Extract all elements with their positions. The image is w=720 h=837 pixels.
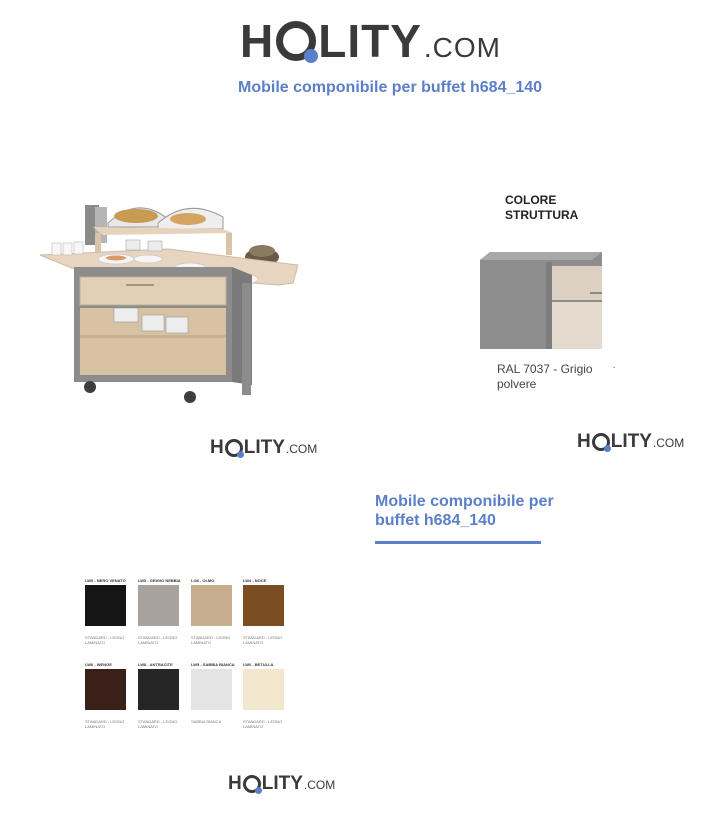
finish-name: LW5 - GRIGIO NEBBIA: [138, 578, 181, 583]
finish-swatch: [85, 662, 131, 729]
divider: [613, 367, 615, 368]
holity-logo-small[interactable]: [210, 437, 317, 459]
finish-desc: STANDARD - LEGNO LAMINATO: [85, 719, 125, 729]
finish-chip: [191, 669, 232, 710]
logo-ring-icon: [592, 433, 610, 451]
product-image: [38, 195, 303, 410]
logo-letters: LITY: [261, 773, 303, 794]
logo-letter: H: [240, 15, 275, 67]
finish-name: LW0 - BETULLA: [243, 662, 274, 667]
finish-swatch: [191, 578, 237, 645]
finish-name: LW0 - NERO VENATO: [85, 578, 126, 583]
logo-letter: H: [210, 437, 224, 458]
logo-suffix: .COM: [423, 32, 502, 63]
product-bread: [114, 209, 158, 223]
logo-ring-icon: [276, 21, 316, 61]
product-leg: [242, 283, 251, 395]
finish-name: LW4 - NOCE: [243, 578, 267, 583]
finish-chip: [85, 669, 126, 710]
logo-letter: H: [577, 431, 591, 452]
logo-ring-icon: [243, 775, 261, 793]
finish-swatch: [191, 662, 237, 724]
holity-logo[interactable]: [240, 14, 501, 68]
product-title-secondary: Mobile componibile per buffet h684_140: [375, 493, 554, 529]
structure-color-swatch: [480, 252, 602, 349]
logo-suffix: .COM: [652, 436, 685, 450]
finish-chip: [191, 585, 232, 626]
holity-logo-small[interactable]: [228, 773, 335, 795]
logo-letter: H: [228, 773, 242, 794]
product-drawer: [80, 277, 226, 305]
finish-chip: [243, 669, 284, 710]
finish-swatch: [138, 578, 184, 645]
finish-desc: STANDARD - LEGNO LAMINATO: [191, 635, 231, 645]
finish-swatch: [243, 578, 289, 645]
finish-name: LW5 - SABBIA BIANCA: [191, 662, 235, 667]
logo-suffix: .COM: [285, 442, 318, 456]
finish-desc: SABBIA BIANCA: [191, 719, 222, 724]
finish-chip: [243, 585, 284, 626]
title-underline: [375, 541, 541, 544]
finish-chip: [138, 585, 179, 626]
logo-letters: LITY: [610, 431, 652, 452]
finish-desc: STANDARD - LEGNO LAMINATO: [85, 635, 125, 645]
product-wheel: [184, 391, 196, 403]
finish-swatch: [243, 662, 289, 729]
logo-letters: LITY: [318, 15, 422, 67]
finish-chip: [138, 669, 179, 710]
finish-chip: [85, 585, 126, 626]
finish-swatch: [85, 578, 131, 645]
logo-suffix: .COM: [303, 778, 336, 792]
product-wheel: [84, 381, 96, 393]
color-swatch-caption: RAL 7037 - Grigio polvere: [497, 362, 593, 391]
holity-logo-small[interactable]: [577, 431, 684, 453]
product-bread: [170, 213, 206, 225]
finish-swatch: [138, 662, 184, 729]
color-section-label: COLORE STRUTTURA: [505, 193, 579, 222]
finish-desc: STANDARD - LEGNO LAMINATO: [138, 635, 178, 645]
product-title: Mobile componibile per buffet h684_140: [238, 79, 543, 96]
finish-name: LW6 - WENGE: [85, 662, 112, 667]
logo-ring-icon: [225, 439, 243, 457]
logo-letters: LITY: [243, 437, 285, 458]
finish-name: LO8 - OLMO: [191, 578, 215, 583]
finish-desc: STANDARD - LEGNO LAMINATO: [243, 635, 283, 645]
finish-desc: STANDARD - LEGNO LAMINATO: [243, 719, 283, 729]
finish-desc: STANDARD - LEGNO LAMINATO: [138, 719, 178, 729]
finish-name: LW8 - ANTRACITE: [138, 662, 173, 667]
